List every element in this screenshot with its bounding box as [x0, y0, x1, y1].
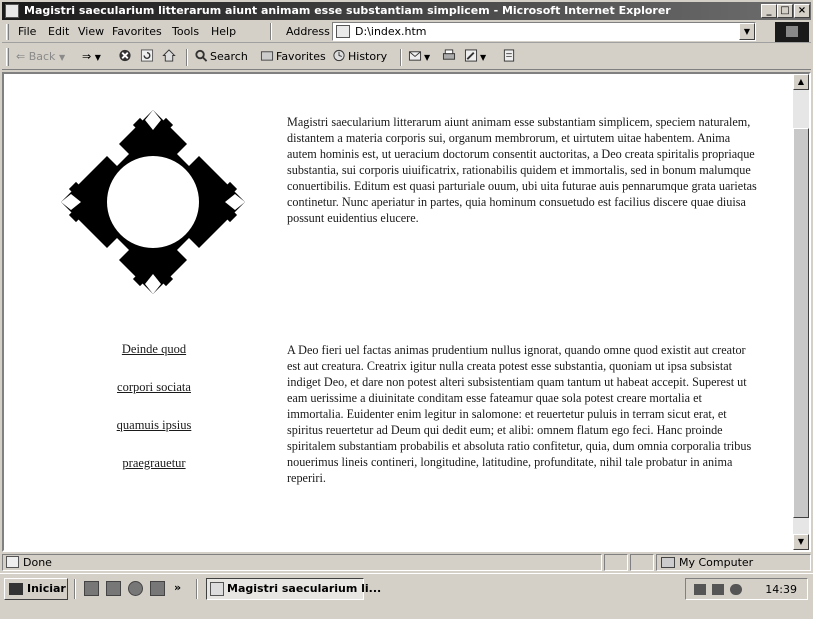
address-field[interactable]	[332, 22, 756, 41]
scroll-up-button[interactable]: ▲	[793, 74, 809, 90]
chevron-down-icon: ▼	[94, 53, 101, 62]
toolbar-separator	[186, 49, 188, 66]
chevron-down-icon: ▼	[58, 53, 66, 62]
window-title: Magistri saecularium litterarum aiunt animam esse substantiam simplicem - Microsoft Internet Explorer	[24, 4, 671, 17]
refresh-button[interactable]	[140, 49, 156, 65]
favorites-folder-icon	[260, 49, 274, 62]
search-button[interactable]	[194, 49, 248, 65]
stop-icon	[118, 49, 132, 62]
status-pane-main	[2, 554, 602, 571]
discuss-button[interactable]	[502, 49, 518, 65]
menu-file[interactable]: File	[18, 25, 37, 38]
menu-edit[interactable]: Edit	[48, 25, 70, 38]
print-button[interactable]	[442, 49, 458, 65]
mail-icon	[408, 49, 422, 62]
page-done-icon	[6, 556, 19, 568]
address-dropdown-button[interactable]: ▼	[739, 23, 755, 40]
octagon-ring-logo	[61, 110, 245, 294]
favorites-button[interactable]	[260, 49, 326, 65]
ie-page-icon	[5, 4, 19, 18]
search-icon	[194, 49, 208, 62]
edit-page-icon	[464, 49, 478, 62]
ie-quicklaunch-icon[interactable]	[128, 581, 143, 596]
windows-flag-icon	[9, 583, 23, 595]
history-button[interactable]	[332, 49, 387, 65]
taskbar-separator	[74, 579, 76, 599]
status-text: Done	[23, 556, 52, 569]
quicklaunch-icon[interactable]	[106, 581, 121, 596]
page-icon	[336, 25, 350, 38]
taskbar-window-button[interactable]	[206, 578, 382, 600]
home-button[interactable]	[162, 49, 178, 65]
back-arrow-icon: ⇐	[16, 50, 26, 63]
scroll-thumb[interactable]	[793, 128, 809, 518]
toolbar-grip[interactable]	[6, 48, 9, 66]
toolbar-separator	[400, 49, 402, 66]
home-icon	[162, 49, 176, 62]
status-bar	[2, 554, 811, 571]
page-content	[2, 72, 811, 552]
close-button[interactable]: ×	[794, 4, 810, 18]
menu-help[interactable]: Help	[211, 25, 237, 38]
discuss-icon	[502, 49, 516, 62]
start-label: Iniciar	[27, 582, 66, 595]
maximize-button[interactable]: □	[777, 4, 793, 18]
show-desktop-icon[interactable]	[84, 581, 99, 596]
menu-separator	[270, 23, 272, 40]
zone-text: My Computer	[679, 556, 754, 569]
forward-button[interactable]	[82, 49, 101, 65]
title-bar[interactable]	[2, 2, 811, 20]
network-icon[interactable]	[712, 584, 724, 595]
computer-icon	[661, 557, 675, 568]
address-value[interactable]: D:\index.htm	[355, 25, 427, 38]
taskbar-separator	[196, 579, 198, 599]
link-quamuis-ipsius[interactable]: quamuis ipsius	[116, 418, 192, 432]
vertical-scrollbar[interactable]	[793, 74, 809, 550]
windows-logo-throbber	[775, 22, 809, 42]
favorites-label: Favorites	[276, 50, 326, 63]
print-icon	[442, 49, 456, 62]
menu-bar	[2, 21, 811, 43]
quicklaunch-chevron[interactable]: »	[174, 581, 182, 594]
chevron-down-icon: ▼	[424, 53, 431, 62]
forward-arrow-icon: ⇒	[82, 50, 92, 63]
edit-button[interactable]	[464, 49, 486, 65]
outlook-quicklaunch-icon[interactable]	[150, 581, 165, 596]
menu-favorites[interactable]: Favorites	[112, 25, 162, 38]
status-pane-empty	[604, 554, 628, 571]
volume-icon[interactable]	[694, 584, 706, 595]
system-tray	[685, 578, 808, 600]
menu-tools[interactable]: Tools	[172, 25, 200, 38]
tray-app-icon[interactable]	[730, 584, 742, 595]
search-label: Search	[210, 50, 248, 63]
minimize-button[interactable]: _	[761, 4, 777, 18]
standard-toolbar	[2, 44, 811, 70]
link-corpori-sociata[interactable]: corpori sociata	[117, 380, 191, 394]
chevron-down-icon: ▼	[480, 53, 487, 62]
ie-page-icon	[210, 582, 224, 596]
link-deinde-quod[interactable]: Deinde quod	[121, 342, 187, 356]
status-pane-empty	[630, 554, 654, 571]
history-label: History	[348, 50, 388, 63]
mail-button[interactable]	[408, 49, 430, 65]
paragraph-intro: Magistri saecularium litterarum aiunt animam esse substantiam simplicem, speciem naturalem, distantem a materia corporis sui, organum membrorum, et uirtutem uitae habentem. Anima autem hominis est, ut ueracium doctorum consentit auctoritas, a Deo creata spiritalis propriaque substantia, sui corporis uiuificatrix, rationabilis quidem et immortalis, sed in bonum malumque conuertibilis. Editum est quasi parturiale ouum, ubi uita futurae auis pennarumque grata uarietas continetur. Nunc aperiatur in partes, quia hominum consuetudo est facilius discere quae diuisa possunt euidentius elucere.	[287, 115, 757, 225]
security-zone-pane	[656, 554, 811, 571]
menu-view[interactable]: View	[78, 25, 105, 38]
stop-button[interactable]	[118, 49, 134, 65]
taskbar-window-label: Magistri saecularium li...	[227, 582, 382, 595]
taskbar	[0, 573, 813, 605]
paragraph-body: A Deo fieri uel factas animas prudentium nullus ignorat, quando omne quod existit aut creator est aut creatura. Creatrix igitur nulla creata potest esse substantia, quoniam ut ipsa subsistat indiget Deo, et dare non potest alteri subsistentiam quam tantum ut habeat accepit. Superest ut eam uerissime a diuinitate conditam esse fateamur quae sola potest creare mortalia et immortalia. Euidenter enim legitur in salomone: et reuertetur puluis in terram sicut erat, et spiritus reuertetur ad Deum qui dedit eum; et alibi: omnem flatum ego feci. Hanc proinde spiritalem substantiam probabilis et absoluta ratio confitetur, quia, dum omnia corporalia tribus nouerimus lineis contineri, longitudine, latitudine, profunditate, nihil tale probatur in anima reperiri.	[287, 343, 752, 485]
toolbar-grip[interactable]	[6, 24, 9, 40]
clock: 14:39	[765, 583, 797, 596]
refresh-icon	[140, 49, 154, 62]
address-label: Address	[286, 25, 330, 38]
scroll-down-button[interactable]: ▼	[793, 534, 809, 550]
back-label: Back	[28, 50, 56, 63]
link-praegrauetur[interactable]: praegrauetur	[122, 456, 186, 470]
back-button[interactable]	[16, 49, 65, 65]
start-button[interactable]	[4, 578, 68, 600]
history-icon	[332, 49, 346, 62]
